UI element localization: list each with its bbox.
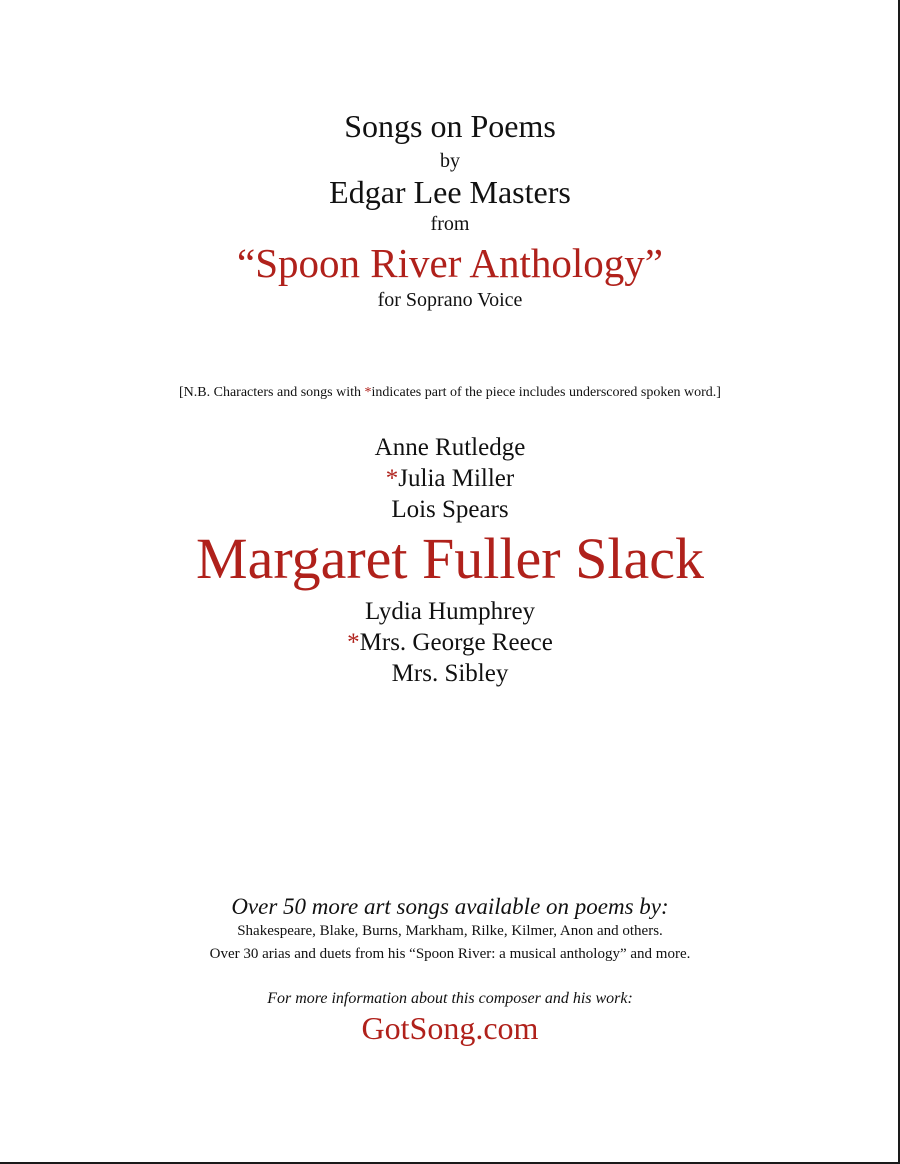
song-label: Julia Miller [398,465,515,492]
song-title-lois-spears: Lois Spears [391,496,509,523]
voice-type: for Soprano Voice [377,289,523,311]
poets-list: Shakespeare, Blake, Burns, Markham, Rilke, Kilmer, Anon and others. [237,923,663,939]
song-title-anne-rutledge: Anne Rutledge [374,434,526,461]
title-line: Songs on Poems [344,108,556,144]
song-label: Mrs. George Reece [359,629,553,656]
featured-song-title: Margaret Fuller Slack [196,526,704,591]
asterisk-marker: * [347,629,360,656]
asterisk-marker: * [385,465,399,492]
song-title-mrs-george-reece [0,628,900,658]
spoken-word-note [0,385,900,401]
more-info-text: For more information about this composer and his work: [267,990,633,1007]
note-suffix: indicates part of the piece includes underscored spoken word.] [371,385,721,400]
song-title-mrs-sibley: Mrs. Sibley [391,660,509,687]
collection-title: “Spoon River Anthology” [237,240,663,286]
from-line: from [430,213,470,235]
song-title-lydia-humphrey: Lydia Humphrey [364,598,536,625]
website-link[interactable]: GotSong.com [361,1010,539,1046]
arias-note: Over 30 arias and duets from his “Spoon River: a musical anthology” and more. [209,946,691,962]
by-line: by [440,150,460,172]
note-prefix: [N.B. Characters and songs with [179,385,365,400]
song-title-julia-miller [0,464,900,494]
asterisk-marker: * [364,385,372,400]
poet-name: Edgar Lee Masters [329,174,571,210]
more-songs-heading: Over 50 more art songs available on poems by: [231,894,669,919]
